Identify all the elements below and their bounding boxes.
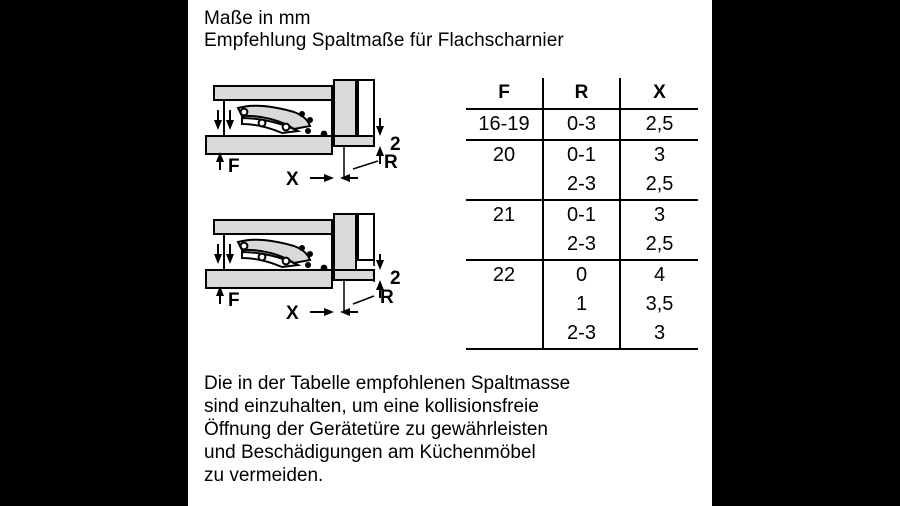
dimension-table-wrapper xyxy=(466,78,698,350)
cell-r: 2-3 xyxy=(543,230,620,260)
cell-f xyxy=(466,230,543,260)
cell-f: 20 xyxy=(466,140,543,170)
svg-text:X: X xyxy=(286,303,299,324)
instruction-sheet xyxy=(188,0,712,506)
svg-text:F: F xyxy=(228,290,240,311)
cell-f: 16-19 xyxy=(466,109,543,140)
footer-line-1: Die in der Tabelle empfohlenen Spaltmasse xyxy=(204,373,571,394)
table-row xyxy=(466,319,698,349)
cell-x: 3,5 xyxy=(645,293,674,315)
table-header-f: F xyxy=(466,78,543,109)
svg-text:R: R xyxy=(380,287,394,308)
table-row xyxy=(466,290,698,319)
table-body xyxy=(466,109,698,349)
footer-line-5: zu vermeiden. xyxy=(204,465,324,486)
svg-text:2: 2 xyxy=(390,268,401,289)
cell-r: 0-1 xyxy=(543,200,620,230)
footer-note xyxy=(204,372,704,487)
table-row xyxy=(466,140,698,170)
footer-line-4: und Beschädigungen am Küchenmöbel xyxy=(204,442,536,463)
cell-f xyxy=(466,290,543,319)
cell-r: 0-1 xyxy=(543,140,620,170)
hinge-diagram-top xyxy=(198,74,448,212)
svg-text:2: 2 xyxy=(390,134,401,155)
cell-x: 4 xyxy=(653,264,666,286)
table-row xyxy=(466,200,698,230)
svg-text:F: F xyxy=(228,156,240,177)
cell-r: 2-3 xyxy=(543,319,620,349)
table-row xyxy=(466,109,698,140)
cell-x: 3 xyxy=(653,144,666,166)
table-row xyxy=(466,170,698,200)
table-header-x: X xyxy=(653,82,666,103)
footer-line-2: sind einzuhalten, um eine kollisionsfreie xyxy=(204,396,539,417)
cell-f xyxy=(466,170,543,200)
footer-line-3: Öffnung der Gerätetüre zu gewährleisten xyxy=(204,419,548,440)
table-header-r: R xyxy=(543,78,620,109)
cell-f: 22 xyxy=(466,260,543,290)
svg-text:R: R xyxy=(384,152,398,173)
cell-x: 2,5 xyxy=(645,113,674,135)
cell-x: 3 xyxy=(653,322,666,344)
cell-r: 2-3 xyxy=(543,170,620,200)
cell-r: 0-3 xyxy=(543,109,620,140)
heading-line-2: Empfehlung Spaltmaße für Flachscharnier xyxy=(204,30,564,51)
cell-x: 2,5 xyxy=(645,173,674,195)
table-header-row xyxy=(466,78,698,109)
cell-r: 1 xyxy=(543,290,620,319)
cell-f xyxy=(466,319,543,349)
cell-x: 3 xyxy=(653,204,666,226)
heading-line-1: Maße in mm xyxy=(204,8,311,29)
table-row xyxy=(466,230,698,260)
svg-text:X: X xyxy=(286,169,299,190)
cell-f: 21 xyxy=(466,200,543,230)
hinge-diagram-bottom xyxy=(198,212,448,340)
dimension-table xyxy=(466,78,698,350)
cell-r: 0 xyxy=(543,260,620,290)
cell-x: 2,5 xyxy=(645,233,674,255)
table-row xyxy=(466,260,698,290)
